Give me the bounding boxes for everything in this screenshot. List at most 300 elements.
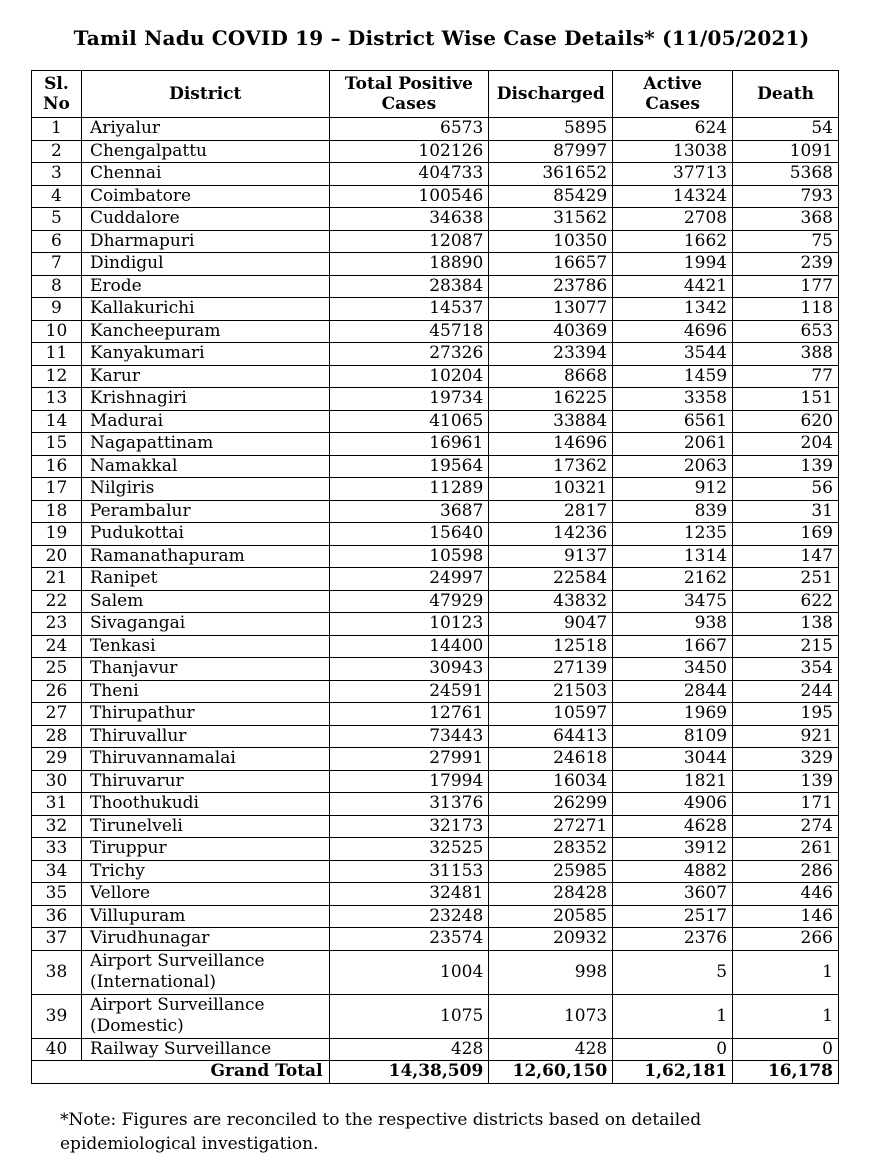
sl-no-cell: 13 [32,388,82,411]
death-cell: 793 [733,185,839,208]
district-cell: Theni [81,680,329,703]
total-positive-cell: 404733 [329,163,489,186]
sl-no-cell: 10 [32,320,82,343]
grand-total-discharged: 12,60,150 [489,1061,613,1084]
death-cell: 56 [733,478,839,501]
table-row [32,928,839,951]
active-cases-cell: 1314 [613,545,733,568]
footnote: *Note: Figures are reconciled to the respective districts based on detailed epidemiological investigation. [60,1110,702,1154]
discharged-cell: 14236 [489,523,613,546]
sl-no-cell: 17 [32,478,82,501]
discharged-cell: 22584 [489,568,613,591]
sl-no-cell: 9 [32,298,82,321]
total-positive-cell: 1004 [329,950,489,994]
death-cell: 261 [733,838,839,861]
table-row [32,793,839,816]
district-cell: Pudukottai [81,523,329,546]
sl-no-cell: 28 [32,725,82,748]
header-total-line1: Total Positive [344,74,473,94]
active-cases-cell: 13038 [613,140,733,163]
discharged-cell: 1073 [489,994,613,1038]
discharged-cell: 13077 [489,298,613,321]
total-positive-cell: 32173 [329,815,489,838]
total-positive-cell: 18890 [329,253,489,276]
table-row [32,388,839,411]
header-total-positive [329,71,489,118]
discharged-cell: 14696 [489,433,613,456]
discharged-cell: 998 [489,950,613,994]
table-row [32,994,839,1038]
sl-no-cell: 16 [32,455,82,478]
discharged-cell: 28352 [489,838,613,861]
discharged-cell: 10350 [489,230,613,253]
total-positive-cell: 100546 [329,185,489,208]
active-cases-cell: 2376 [613,928,733,951]
table-row [32,725,839,748]
district-cell: Thiruvallur [81,725,329,748]
table-row [32,433,839,456]
table-row [32,500,839,523]
total-positive-cell: 12087 [329,230,489,253]
total-positive-cell: 32525 [329,838,489,861]
total-positive-cell: 102126 [329,140,489,163]
death-cell: 118 [733,298,839,321]
death-cell: 151 [733,388,839,411]
district-cell: Villupuram [81,905,329,928]
death-cell: 195 [733,703,839,726]
death-cell: 329 [733,748,839,771]
death-cell: 354 [733,658,839,681]
death-cell: 286 [733,860,839,883]
discharged-cell: 33884 [489,410,613,433]
total-positive-cell: 45718 [329,320,489,343]
death-cell: 77 [733,365,839,388]
district-cell: Thirupathur [81,703,329,726]
active-cases-cell: 2708 [613,208,733,231]
district-cell: Kanyakumari [81,343,329,366]
active-cases-cell: 8109 [613,725,733,748]
header-discharged: Discharged [489,71,613,118]
district-cell: Ariyalur [81,118,329,141]
page-title: Tamil Nadu COVID 19 – District Wise Case Details* (11/05/2021) [73,26,810,50]
header-active-line1: Active [643,74,702,94]
district-line1: Airport Surveillance [89,951,265,971]
district-cell: Kancheepuram [81,320,329,343]
district-cell: Thoothukudi [81,793,329,816]
total-positive-cell: 27991 [329,748,489,771]
active-cases-cell: 1662 [613,230,733,253]
sl-no-cell: 21 [32,568,82,591]
discharged-cell: 26299 [489,793,613,816]
table-row [32,140,839,163]
sl-no-cell: 33 [32,838,82,861]
district-cell [81,994,329,1038]
active-cases-cell: 0 [613,1038,733,1061]
discharged-cell: 25985 [489,860,613,883]
sl-no-cell: 23 [32,613,82,636]
header-active-line2: Cases [645,94,700,114]
active-cases-cell: 4628 [613,815,733,838]
district-cell: Dharmapuri [81,230,329,253]
total-positive-cell: 16961 [329,433,489,456]
table-row [32,883,839,906]
discharged-cell: 24618 [489,748,613,771]
sl-no-cell: 3 [32,163,82,186]
sl-no-cell: 32 [32,815,82,838]
total-positive-cell: 27326 [329,343,489,366]
district-cell: Thiruvarur [81,770,329,793]
discharged-cell: 23394 [489,343,613,366]
header-row [32,71,839,118]
active-cases-cell: 1969 [613,703,733,726]
discharged-cell: 16657 [489,253,613,276]
total-positive-cell: 3687 [329,500,489,523]
district-cell: Erode [81,275,329,298]
header-sl-no [32,71,82,118]
table-row [32,410,839,433]
district-cell: Virudhunagar [81,928,329,951]
sl-no-cell: 26 [32,680,82,703]
table-row [32,770,839,793]
grand-total-death: 16,178 [733,1061,839,1084]
district-line2: (Domestic) [89,1016,184,1036]
total-positive-cell: 23248 [329,905,489,928]
sl-no-cell: 11 [32,343,82,366]
sl-no-cell: 34 [32,860,82,883]
table-row [32,680,839,703]
sl-no-cell: 7 [32,253,82,276]
total-positive-cell: 19734 [329,388,489,411]
discharged-cell: 428 [489,1038,613,1061]
sl-no-cell: 2 [32,140,82,163]
district-cell: Trichy [81,860,329,883]
death-cell: 239 [733,253,839,276]
table-row [32,298,839,321]
active-cases-cell: 1235 [613,523,733,546]
sl-no-cell: 12 [32,365,82,388]
table-row [32,1038,839,1061]
death-cell: 139 [733,455,839,478]
sl-no-cell: 22 [32,590,82,613]
total-positive-cell: 41065 [329,410,489,433]
discharged-cell: 20932 [489,928,613,951]
district-cell: Dindigul [81,253,329,276]
active-cases-cell: 3450 [613,658,733,681]
total-positive-cell: 14400 [329,635,489,658]
sl-no-cell: 6 [32,230,82,253]
district-cell: Ranipet [81,568,329,591]
sl-no-cell: 20 [32,545,82,568]
death-cell: 204 [733,433,839,456]
total-positive-cell: 34638 [329,208,489,231]
discharged-cell: 16225 [489,388,613,411]
district-line2: (International) [89,972,216,992]
district-cell: Thiruvannamalai [81,748,329,771]
sl-no-cell: 35 [32,883,82,906]
sl-no-cell: 30 [32,770,82,793]
district-cell: Sivagangai [81,613,329,636]
district-cell: Nilgiris [81,478,329,501]
table-row [32,455,839,478]
total-positive-cell: 10598 [329,545,489,568]
total-positive-cell: 24591 [329,680,489,703]
sl-no-cell: 27 [32,703,82,726]
district-cell: Namakkal [81,455,329,478]
total-positive-cell: 23574 [329,928,489,951]
district-cell: Kallakurichi [81,298,329,321]
discharged-cell: 64413 [489,725,613,748]
total-positive-cell: 47929 [329,590,489,613]
death-cell: 1 [733,950,839,994]
table-row [32,658,839,681]
district-cell: Krishnagiri [81,388,329,411]
total-positive-cell: 31376 [329,793,489,816]
discharged-cell: 10597 [489,703,613,726]
death-cell: 215 [733,635,839,658]
table-row [32,815,839,838]
active-cases-cell: 4906 [613,793,733,816]
discharged-cell: 361652 [489,163,613,186]
discharged-cell: 10321 [489,478,613,501]
active-cases-cell: 839 [613,500,733,523]
district-cell: Madurai [81,410,329,433]
district-cell: Karur [81,365,329,388]
header-sl-line1: Sl. [44,74,69,94]
death-cell: 138 [733,613,839,636]
death-cell: 446 [733,883,839,906]
death-cell: 139 [733,770,839,793]
table-row [32,230,839,253]
discharged-cell: 12518 [489,635,613,658]
table-row [32,703,839,726]
discharged-cell: 28428 [489,883,613,906]
death-cell: 921 [733,725,839,748]
discharged-cell: 27271 [489,815,613,838]
death-cell: 147 [733,545,839,568]
discharged-cell: 9047 [489,613,613,636]
table-row [32,590,839,613]
total-positive-cell: 14537 [329,298,489,321]
death-cell: 251 [733,568,839,591]
sl-no-cell: 36 [32,905,82,928]
grand-total-active: 1,62,181 [613,1061,733,1084]
active-cases-cell: 2844 [613,680,733,703]
header-death: Death [733,71,839,118]
sl-no-cell: 38 [32,950,82,994]
table-row [32,613,839,636]
discharged-cell: 87997 [489,140,613,163]
discharged-cell: 43832 [489,590,613,613]
total-positive-cell: 28384 [329,275,489,298]
death-cell: 146 [733,905,839,928]
active-cases-cell: 3607 [613,883,733,906]
sl-no-cell: 31 [32,793,82,816]
district-cell: Coimbatore [81,185,329,208]
active-cases-cell: 1821 [613,770,733,793]
total-positive-cell: 73443 [329,725,489,748]
active-cases-cell: 1459 [613,365,733,388]
total-positive-cell: 17994 [329,770,489,793]
header-sl-line2: No [43,94,70,114]
death-cell: 75 [733,230,839,253]
district-cell: Nagapattinam [81,433,329,456]
table-row [32,838,839,861]
table-row [32,568,839,591]
sl-no-cell: 14 [32,410,82,433]
active-cases-cell: 1 [613,994,733,1038]
death-cell: 1 [733,994,839,1038]
table-row [32,185,839,208]
sl-no-cell: 4 [32,185,82,208]
district-cell: Ramanathapuram [81,545,329,568]
sl-no-cell: 18 [32,500,82,523]
table-row [32,860,839,883]
discharged-cell: 16034 [489,770,613,793]
death-cell: 54 [733,118,839,141]
district-cell: Chengalpattu [81,140,329,163]
district-cell: Thanjavur [81,658,329,681]
district-cell: Salem [81,590,329,613]
total-positive-cell: 10204 [329,365,489,388]
header-total-line2: Cases [381,94,437,114]
grand-total-row [32,1061,839,1084]
death-cell: 388 [733,343,839,366]
table-body [32,118,839,1084]
sl-no-cell: 1 [32,118,82,141]
discharged-cell: 31562 [489,208,613,231]
district-cell: Railway Surveillance [81,1038,329,1061]
table-row [32,950,839,994]
header-active-cases [613,71,733,118]
death-cell: 1091 [733,140,839,163]
total-positive-cell: 10123 [329,613,489,636]
discharged-cell: 2817 [489,500,613,523]
district-cell: Chennai [81,163,329,186]
discharged-cell: 17362 [489,455,613,478]
sl-no-cell: 37 [32,928,82,951]
active-cases-cell: 3044 [613,748,733,771]
active-cases-cell: 4882 [613,860,733,883]
active-cases-cell: 2517 [613,905,733,928]
discharged-cell: 20585 [489,905,613,928]
death-cell: 274 [733,815,839,838]
active-cases-cell: 2063 [613,455,733,478]
table-row [32,365,839,388]
discharged-cell: 8668 [489,365,613,388]
active-cases-cell: 1342 [613,298,733,321]
table-row [32,343,839,366]
total-positive-cell: 11289 [329,478,489,501]
sl-no-cell: 25 [32,658,82,681]
active-cases-cell: 912 [613,478,733,501]
sl-no-cell: 39 [32,994,82,1038]
active-cases-cell: 4696 [613,320,733,343]
district-cell: Cuddalore [81,208,329,231]
discharged-cell: 5895 [489,118,613,141]
table-row [32,748,839,771]
total-positive-cell: 428 [329,1038,489,1061]
district-cell: Tiruppur [81,838,329,861]
death-cell: 169 [733,523,839,546]
death-cell: 177 [733,275,839,298]
total-positive-cell: 30943 [329,658,489,681]
active-cases-cell: 2162 [613,568,733,591]
death-cell: 5368 [733,163,839,186]
district-cell [81,950,329,994]
active-cases-cell: 1667 [613,635,733,658]
table-row [32,253,839,276]
discharged-cell: 23786 [489,275,613,298]
total-positive-cell: 19564 [329,455,489,478]
active-cases-cell: 938 [613,613,733,636]
table-row [32,545,839,568]
table-row [32,320,839,343]
total-positive-cell: 32481 [329,883,489,906]
sl-no-cell: 8 [32,275,82,298]
table-row [32,208,839,231]
table-row [32,275,839,298]
death-cell: 622 [733,590,839,613]
active-cases-cell: 3912 [613,838,733,861]
active-cases-cell: 37713 [613,163,733,186]
active-cases-cell: 5 [613,950,733,994]
death-cell: 266 [733,928,839,951]
table-row [32,118,839,141]
total-positive-cell: 31153 [329,860,489,883]
sl-no-cell: 29 [32,748,82,771]
discharged-cell: 21503 [489,680,613,703]
table-row [32,478,839,501]
sl-no-cell: 19 [32,523,82,546]
active-cases-cell: 3544 [613,343,733,366]
sl-no-cell: 24 [32,635,82,658]
total-positive-cell: 1075 [329,994,489,1038]
district-cell: Vellore [81,883,329,906]
discharged-cell: 40369 [489,320,613,343]
sl-no-cell: 15 [32,433,82,456]
death-cell: 620 [733,410,839,433]
active-cases-cell: 1994 [613,253,733,276]
sl-no-cell: 5 [32,208,82,231]
death-cell: 171 [733,793,839,816]
table-row [32,635,839,658]
total-positive-cell: 24997 [329,568,489,591]
discharged-cell: 9137 [489,545,613,568]
active-cases-cell: 4421 [613,275,733,298]
total-positive-cell: 15640 [329,523,489,546]
death-cell: 368 [733,208,839,231]
active-cases-cell: 6561 [613,410,733,433]
death-cell: 0 [733,1038,839,1061]
total-positive-cell: 12761 [329,703,489,726]
table-row [32,905,839,928]
total-positive-cell: 6573 [329,118,489,141]
sl-no-cell: 40 [32,1038,82,1061]
death-cell: 653 [733,320,839,343]
table-row [32,523,839,546]
grand-total-label: Grand Total [32,1061,330,1084]
active-cases-cell: 3358 [613,388,733,411]
death-cell: 31 [733,500,839,523]
death-cell: 244 [733,680,839,703]
table-row [32,163,839,186]
discharged-cell: 27139 [489,658,613,681]
active-cases-cell: 3475 [613,590,733,613]
active-cases-cell: 2061 [613,433,733,456]
header-district: District [81,71,329,118]
discharged-cell: 85429 [489,185,613,208]
district-line1: Airport Surveillance [89,995,265,1015]
